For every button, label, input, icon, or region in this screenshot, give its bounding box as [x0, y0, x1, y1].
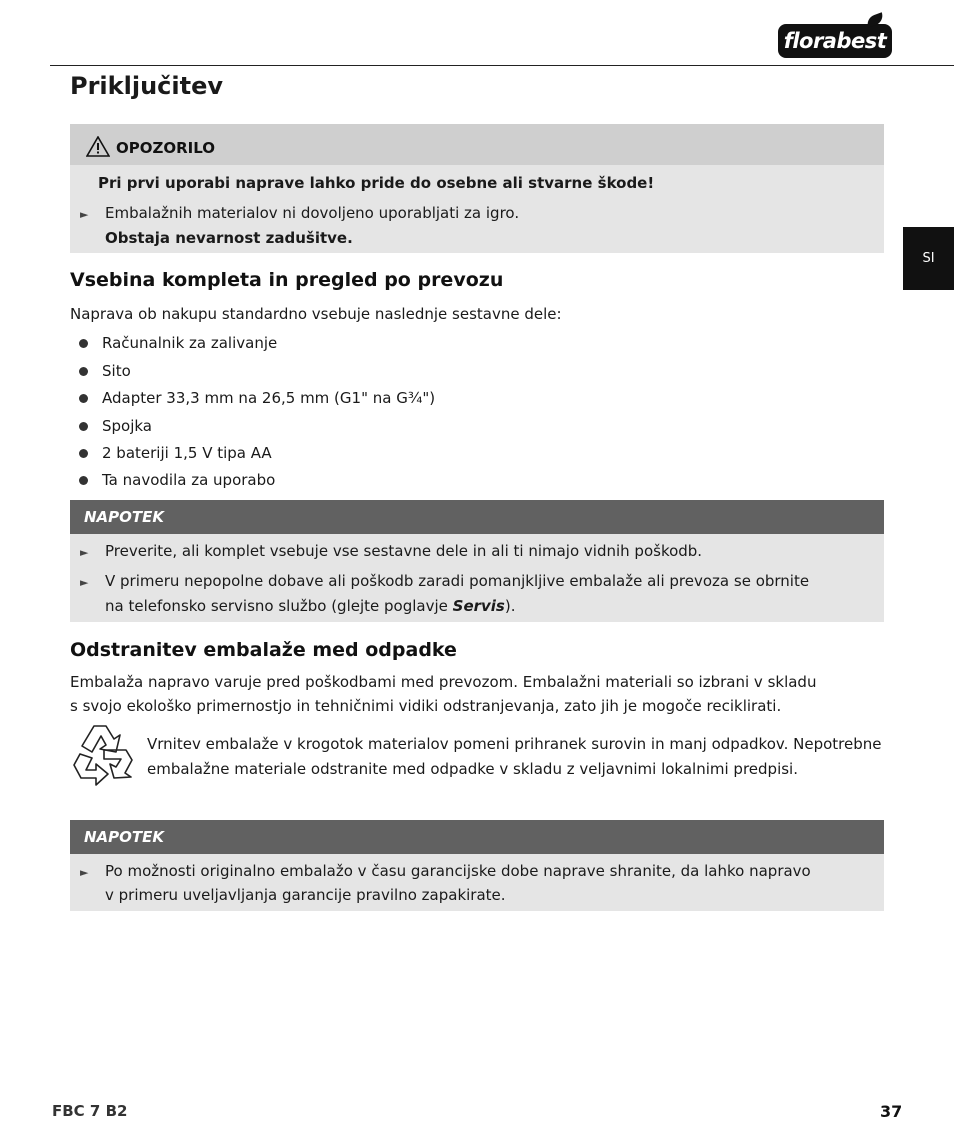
note2-item-line2: v primeru uveljavljanja garancije pravilno zapakirate. — [105, 886, 506, 904]
footer-page-number: 37 — [880, 1102, 903, 1121]
list-item: Adapter 33,3 mm na 26,5 mm (G1" na G¾") — [102, 389, 436, 407]
disposal-para-line1: Embalaža napravo varuje pred poškodbami med prevozom. Embalažni materiali so izbrani v skladu — [70, 673, 817, 691]
page-title: Priključitev — [70, 72, 223, 100]
recycle-line2: embalažne materiale odstranite med odpadke v skladu z veljavnimi lokalnimi predpisi. — [147, 760, 798, 778]
arrow-bullet-icon: ► — [80, 866, 89, 879]
brand-logo-text: florabest — [783, 29, 887, 53]
warning-item-line1: Embalažnih materialov ni dovoljeno uporabljati za igro. — [105, 204, 520, 222]
bullet-dot-icon — [79, 367, 88, 376]
note-label-1: NAPOTEK — [84, 508, 165, 526]
warning-box — [70, 124, 884, 253]
note1-item2-tail: ). — [504, 597, 516, 615]
warning-label: OPOZORILO — [116, 139, 216, 157]
bullet-dot-icon — [79, 339, 88, 348]
logo-leaf-icon — [865, 12, 885, 28]
note2-item-line1: Po možnosti originalno embalažo v času garancijske dobe naprave shranite, da lahko napravo — [105, 862, 811, 880]
servis-reference: Servis — [452, 597, 505, 615]
arrow-bullet-icon: ► — [80, 208, 89, 221]
language-tab: SI — [903, 227, 954, 290]
footer-model: FBC 7 B2 — [52, 1102, 128, 1120]
warning-lead: Pri prvi uporabi naprave lahko pride do osebne ali stvarne škode! — [98, 174, 655, 192]
bullet-dot-icon — [79, 394, 88, 403]
warning-item-line2: Obstaja nevarnost zadušitve. — [105, 229, 353, 247]
contents-intro: Naprava ob nakupu standardno vsebuje naslednje sestavne dele: — [70, 305, 562, 323]
disposal-heading: Odstranitev embalaže med odpadke — [70, 639, 457, 661]
warning-triangle-icon — [86, 136, 110, 157]
note-label-2: NAPOTEK — [84, 828, 165, 846]
bullet-dot-icon — [79, 449, 88, 458]
list-item: Spojka — [102, 417, 153, 435]
note1-item2-line1: V primeru nepopolne dobave ali poškodb zaradi pomanjkljive embalaže ali prevoza se obrnite — [105, 572, 810, 590]
recycle-line1: Vrnitev embalaže v krogotok materialov pomeni prihranek surovin in manj odpadkov. Nepotrebne — [147, 735, 882, 753]
header-rule — [50, 65, 954, 66]
note1-item2-line2 — [105, 597, 516, 615]
list-item: Sito — [102, 362, 131, 380]
disposal-para-line2: s svojo ekološko primernostjo in tehničnimi vidiki odstranjevanja, zato jih je mogoče reciklirati. — [70, 697, 782, 715]
note-box-2 — [70, 820, 884, 911]
contents-heading: Vsebina kompleta in pregled po prevozu — [70, 269, 504, 291]
note1-item1: Preverite, ali komplet vsebuje vse sestavne dele in ali ti nimajo vidnih poškodb. — [105, 542, 703, 560]
list-item: 2 bateriji 1,5 V tipa AA — [102, 444, 272, 462]
list-item: Računalnik za zalivanje — [102, 334, 278, 352]
note1-item2-text: na telefonsko servisno službo (glejte poglavje — [105, 597, 453, 615]
warning-header — [70, 124, 884, 165]
list-item: Ta navodila za uporabo — [102, 471, 276, 489]
arrow-bullet-icon: ► — [80, 576, 89, 589]
note-header-2 — [70, 820, 884, 854]
brand-logo — [778, 24, 892, 58]
note-box-1 — [70, 500, 884, 622]
arrow-bullet-icon: ► — [80, 546, 89, 559]
recycle-icon — [70, 722, 140, 788]
bullet-dot-icon — [79, 476, 88, 485]
note-header-1 — [70, 500, 884, 534]
bullet-dot-icon — [79, 422, 88, 431]
